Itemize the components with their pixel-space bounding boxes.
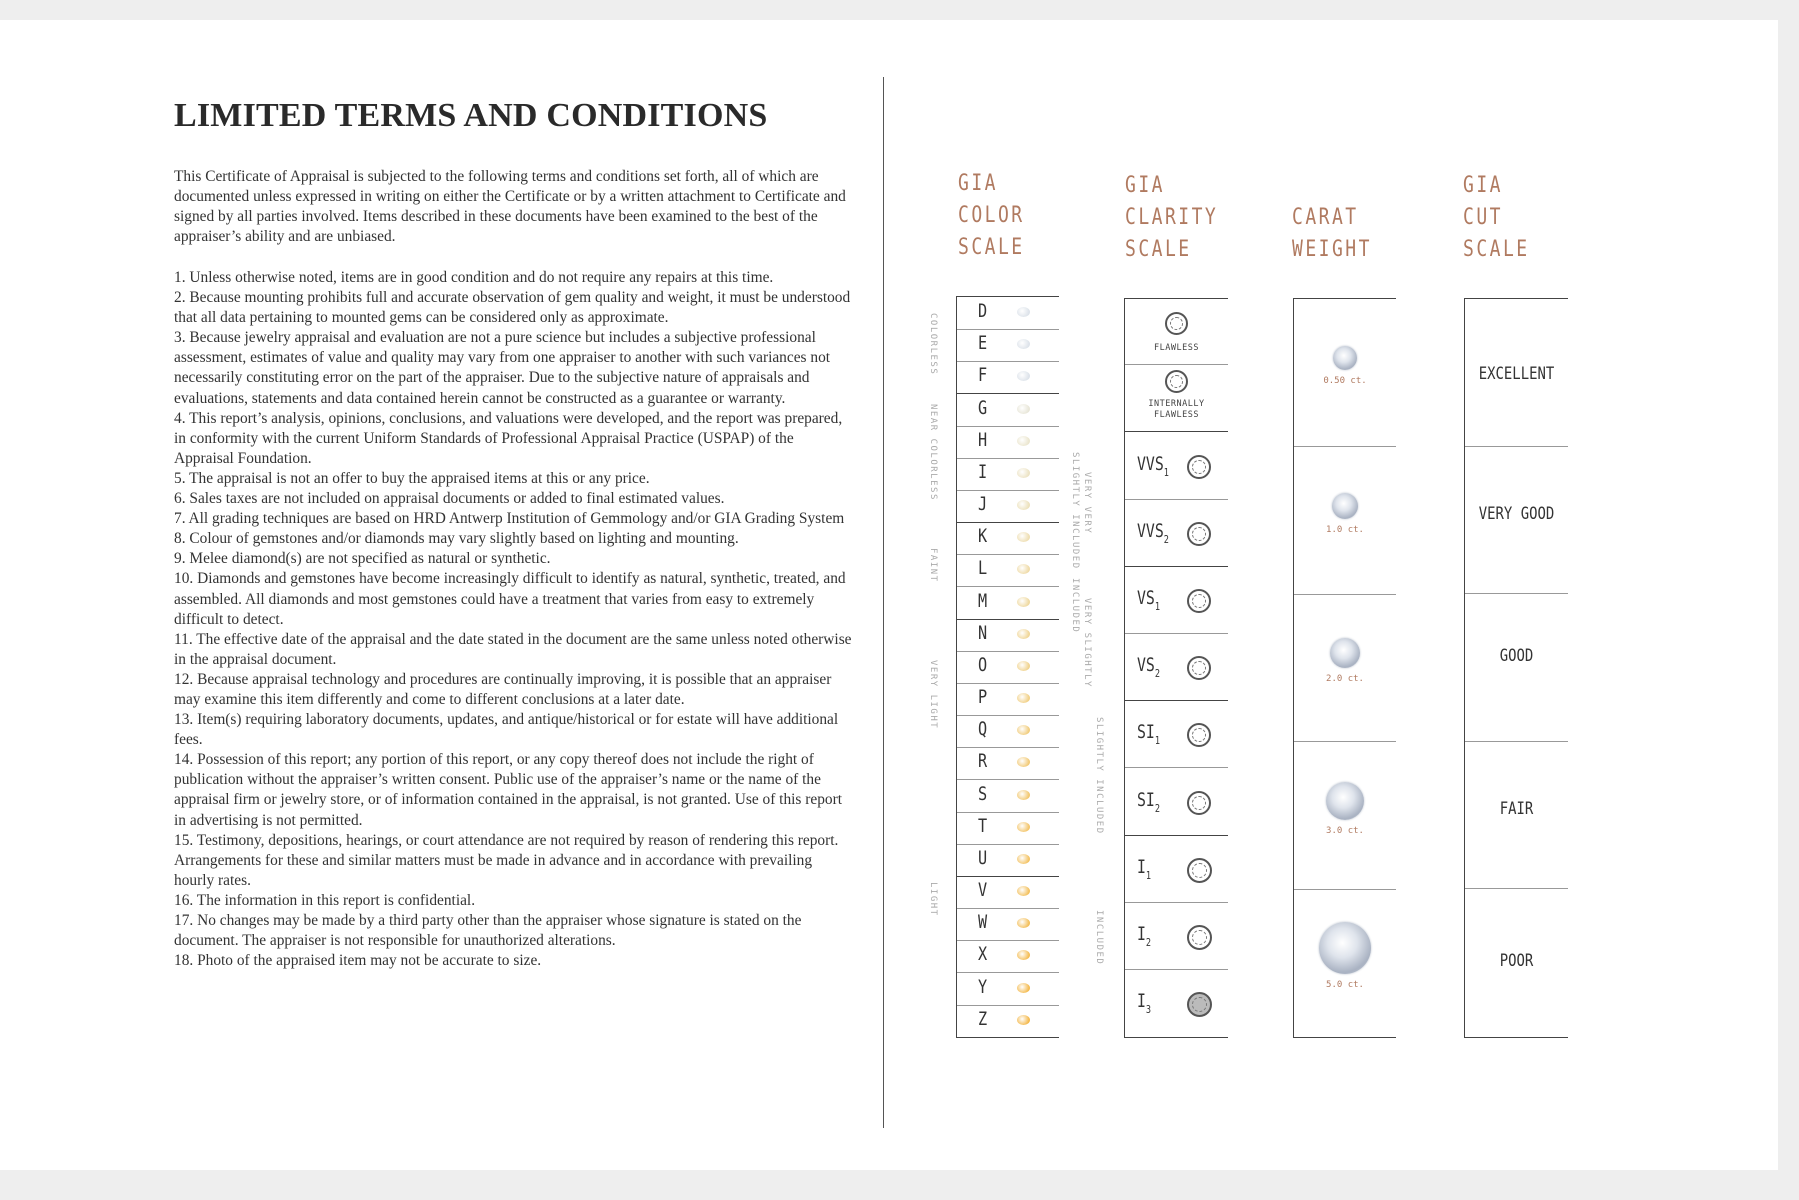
diamond-color-icon	[1017, 693, 1030, 703]
color-grade-letter: G	[978, 396, 988, 419]
carat-weight-row	[1294, 889, 1396, 1036]
carat-weight-label: 5.0 ct.	[1326, 980, 1364, 991]
cut-grade-row	[1465, 741, 1568, 889]
cut-scale-table	[1464, 298, 1568, 1038]
color-grade-letter: R	[978, 750, 988, 773]
cut-grade-row	[1465, 299, 1568, 447]
clarity-grade-row	[1125, 500, 1228, 567]
color-group-label: VERY LIGHT	[928, 660, 938, 730]
diamond-color-icon	[1017, 822, 1030, 832]
color-grade-row	[957, 587, 1059, 620]
diamond-clarity-icon	[1187, 791, 1211, 815]
document-title: LIMITED TERMS AND CONDITIONS	[174, 97, 768, 134]
diamond-icon	[1333, 346, 1357, 370]
cut-grade-row	[1465, 889, 1568, 1036]
clarity-grade-sub: 1	[1145, 868, 1152, 882]
term-item: 18. Photo of the appraised item may not be accurate to size.	[174, 952, 542, 970]
diamond-color-icon	[1017, 500, 1030, 510]
diamond-icon	[1319, 922, 1371, 974]
carat-weight-label: 0.50 ct.	[1323, 376, 1367, 386]
diamond-clarity-icon	[1187, 656, 1211, 680]
diamond-color-icon	[1017, 790, 1030, 800]
heading-line: GIA	[1125, 173, 1165, 198]
term-item: 16. The information in this report is confidential.	[174, 891, 476, 909]
clarity-scale-heading	[1125, 170, 1218, 266]
cut-grade-label: VERY GOOD	[1478, 504, 1555, 524]
term-item: 14. Possession of this report; any portion of this report, or any copy thereof does not include the right of publication without the appraiser’s written consent. Public use of the appraiser’s name or the name of the appraisal firm or jewelry store, or of information contained in the appraisal, is not granted. Use of this report in advertising is not permitted.	[174, 751, 843, 829]
carat-weight-row	[1294, 447, 1396, 595]
clarity-grade-label	[1137, 789, 1160, 815]
color-grade-row	[957, 297, 1059, 330]
color-group-label: FAINT	[928, 548, 938, 583]
clarity-grade-sub: 1	[1163, 466, 1169, 479]
diamond-color-icon	[1017, 854, 1030, 864]
clarity-grade-label	[1137, 990, 1151, 1016]
color-grade-letter: Q	[978, 718, 988, 741]
color-grade-letter: Y	[978, 975, 988, 998]
clarity-grade-main: SI	[1137, 721, 1155, 744]
diamond-clarity-icon	[1187, 522, 1211, 546]
clarity-grade-main: VS	[1137, 587, 1155, 610]
term-item: 7. All grading techniques are based on HRD Antwerp Institution of Gemmology and/or GIA Grading System	[174, 510, 845, 528]
cut-grade-row	[1465, 594, 1568, 742]
diamond-color-icon	[1017, 1015, 1030, 1025]
term-item: 11. The effective date of the appraisal and the date stated in the document are the same unless noted otherwise in the appraisal document.	[174, 630, 852, 668]
clarity-grade-main: I	[1137, 922, 1146, 945]
clarity-grade-row	[1125, 903, 1228, 970]
clarity-grade-label: INTERNALLY	[1148, 399, 1205, 409]
diamond-icon	[1326, 782, 1364, 820]
diamond-clarity-icon	[1187, 723, 1211, 747]
heading-line: CLARITY	[1125, 205, 1219, 230]
heading-line: SCALE	[1463, 237, 1530, 262]
clarity-grade-row	[1125, 701, 1228, 768]
column-divider	[883, 77, 884, 1128]
diamond-color-icon	[1017, 307, 1030, 317]
color-grade-row	[957, 747, 1059, 780]
diamond-clarity-icon	[1187, 925, 1212, 950]
clarity-grade-label	[1137, 721, 1160, 747]
color-group-label: LIGHT	[928, 882, 938, 917]
term-item: 12. Because appraisal technology and procedures are continually improving, it is possible that an appraiser may examine this item differently and come to different conclusions at a later date.	[174, 670, 832, 708]
clarity-group-label: SLIGHTLY INCLUDED	[1094, 717, 1104, 835]
term-item: 10. Diamonds and gemstones have become increasingly difficult to identify as natural, synthetic, treated, and assembled. All diamonds and most gemstones could have a treatment that varies from easy to extremely difficult to detect.	[174, 570, 846, 628]
color-grade-row	[957, 458, 1059, 491]
color-grade-letter: J	[978, 493, 988, 515]
term-item: 13. Item(s) requiring laboratory documents, updates, and antique/historical or for estate will have additional fees.	[174, 711, 839, 749]
color-grade-row	[957, 780, 1059, 813]
color-grade-row	[957, 940, 1059, 973]
diamond-clarity-icon	[1165, 370, 1188, 393]
cut-scale-heading	[1463, 170, 1530, 266]
cut-grade-label: EXCELLENT	[1478, 364, 1555, 384]
carat-weight-label: 3.0 ct.	[1326, 825, 1364, 836]
carat-weight-row	[1294, 742, 1396, 890]
clarity-grade-row	[1125, 365, 1228, 432]
heading-line: SCALE	[958, 235, 1025, 260]
diamond-color-icon	[1017, 339, 1030, 349]
clarity-scale-table	[1124, 298, 1228, 1038]
clarity-grade-label: FLAWLESS	[1154, 343, 1199, 353]
color-grade-letter: X	[978, 943, 988, 966]
term-item: 5. The appraisal is not an offer to buy the appraised items at this or any price.	[174, 469, 650, 487]
diamond-clarity-icon	[1187, 589, 1211, 613]
color-grade-letter: M	[978, 589, 988, 612]
heading-line: CARAT	[1292, 205, 1359, 230]
cut-grade-label: GOOD	[1499, 646, 1534, 666]
diamond-color-icon	[1017, 886, 1030, 896]
clarity-grade-main: SI	[1137, 788, 1155, 811]
color-grade-letter: E	[978, 332, 988, 355]
clarity-grade-sub: 1	[1154, 734, 1161, 748]
clarity-grade-main: I	[1137, 855, 1146, 878]
color-grade-letter: L	[978, 557, 988, 580]
intro-paragraph: This Certificate of Appraisal is subjected to the following terms and conditions set forth, all of which are documented unless expressed in writing on either the Certificate or by a written attachment to Certificate and signed by all parties involved. Items described in these documents have been examined to the best of the appraiser’s ability and are unbiased.	[174, 168, 846, 245]
heading-line: GIA	[958, 171, 998, 196]
diamond-clarity-icon	[1165, 312, 1188, 335]
color-grade-row	[957, 394, 1059, 427]
diamond-color-icon	[1017, 950, 1030, 960]
carat-weight-row	[1294, 299, 1396, 447]
clarity-group-label: SLIGHTLY INCLUDED	[1070, 452, 1080, 570]
carat-weight-table	[1293, 298, 1396, 1038]
clarity-grade-label	[1137, 856, 1151, 882]
heading-line: SCALE	[1125, 237, 1192, 262]
clarity-grade-main: I	[1137, 989, 1146, 1012]
heading-line: CUT	[1463, 205, 1503, 230]
clarity-grade-sub: 1	[1154, 600, 1161, 614]
color-grade-letter: K	[978, 525, 988, 548]
term-item: 15. Testimony, depositions, hearings, or court attendance are not required by reason of rendering this report. Arrangements for these and similar matters must be made in advance and in accordance with prevailing hourly rates.	[174, 831, 839, 889]
diamond-color-icon	[1017, 661, 1030, 671]
color-grade-letter: V	[978, 879, 988, 902]
term-item: 3. Because jewelry appraisal and evaluation are not a pure science but includes a subjective professional assessment, estimates of value and quality may vary from one appraiser to another with such variances not necessarily constituting error on the part of the appraiser. Due to the subjective nature of appraisals and evaluations, statements and data contained herein cannot be constructed as a guarantee or warranty.	[174, 329, 831, 407]
diamond-clarity-icon	[1187, 455, 1211, 479]
color-grade-row	[957, 426, 1059, 459]
clarity-grade-row	[1125, 769, 1228, 836]
color-grade-letter: I	[978, 460, 988, 483]
color-grade-row	[957, 619, 1059, 652]
color-grade-row	[957, 683, 1059, 716]
diamond-color-icon	[1017, 757, 1030, 767]
carat-weight-label: 2.0 ct.	[1326, 674, 1364, 685]
carat-weight-label: 1.0 ct.	[1326, 524, 1364, 535]
color-grade-row	[957, 554, 1059, 587]
color-grade-row	[957, 1005, 1059, 1037]
clarity-grade-sub: 2	[1163, 533, 1169, 547]
heading-line: WEIGHT	[1292, 237, 1372, 262]
clarity-grade-row	[1125, 299, 1228, 365]
color-group-label: NEAR COLORLESS	[928, 404, 938, 501]
term-item: 1. Unless otherwise noted, items are in good condition and do not require any repairs at this time.	[174, 269, 774, 286]
clarity-grade-label: FLAWLESS	[1154, 410, 1199, 420]
diamond-clarity-icon	[1187, 858, 1212, 883]
term-item: 9. Melee diamond(s) are not specified as natural or synthetic.	[174, 550, 551, 568]
color-scale-table	[956, 296, 1059, 1038]
color-grade-row	[957, 876, 1059, 909]
color-grade-row	[957, 812, 1059, 845]
term-item: 4. This report’s analysis, opinions, conclusions, and valuations were developed, and the report was prepared, in conformity with the current Uniform Standards of Professional Appraisal Practice (USPAP) of the Appraisal Foundation.	[174, 409, 843, 467]
color-group-label: COLORLESS	[928, 313, 938, 376]
appraisal-sheet	[0, 20, 1778, 1170]
color-grade-letter: S	[978, 782, 988, 805]
term-item: 2. Because mounting prohibits full and accurate observation of gem quality and weight, it must be understood that all data pertaining to mounted gems can be considered only as approximate.	[174, 289, 851, 327]
cut-grade-label: FAIR	[1499, 799, 1534, 819]
color-grade-row	[957, 329, 1059, 362]
diamond-color-icon	[1017, 468, 1030, 478]
diamond-color-icon	[1017, 532, 1030, 542]
diamond-color-icon	[1017, 725, 1030, 735]
cut-grade-label: POOR	[1499, 951, 1534, 971]
clarity-grade-label	[1137, 587, 1160, 613]
clarity-grade-row	[1125, 433, 1228, 500]
heading-line: COLOR	[958, 203, 1025, 228]
clarity-group-label: INCLUDED	[1070, 578, 1080, 634]
clarity-grade-label	[1137, 923, 1151, 949]
color-grade-letter: H	[978, 428, 988, 451]
color-grade-letter: U	[978, 846, 988, 869]
color-grade-letter: F	[978, 364, 988, 387]
clarity-group-label: VERY SLIGHTLY	[1082, 598, 1092, 688]
color-grade-row	[957, 651, 1059, 684]
clarity-grade-row	[1125, 634, 1228, 701]
clarity-group-label: INCLUDED	[1094, 910, 1104, 966]
clarity-group-label: VERY VERY	[1082, 472, 1092, 535]
term-item: 8. Colour of gemstones and/or diamonds may vary slightly based on lighting and mounting.	[174, 530, 739, 548]
diamond-color-icon	[1017, 918, 1030, 928]
clarity-grade-main: VVS	[1137, 520, 1164, 543]
color-grade-letter: T	[978, 814, 988, 837]
diamond-color-icon	[1017, 597, 1030, 607]
diamond-clarity-icon	[1187, 992, 1212, 1017]
diamond-color-icon	[1017, 564, 1030, 574]
cut-grade-row	[1465, 446, 1568, 594]
color-grade-letter: Z	[978, 1007, 988, 1030]
diamond-color-icon	[1017, 983, 1030, 993]
terms-list	[174, 268, 854, 971]
clarity-grade-sub: 2	[1145, 935, 1152, 949]
color-grade-letter: P	[978, 686, 988, 708]
clarity-grade-main: VVS	[1137, 453, 1164, 475]
heading-line: GIA	[1463, 173, 1503, 198]
color-scale-heading	[958, 168, 1025, 264]
clarity-grade-label	[1137, 453, 1169, 479]
clarity-grade-sub: 3	[1145, 1002, 1152, 1016]
clarity-grade-sub: 2	[1154, 667, 1161, 681]
color-grade-row	[957, 908, 1059, 941]
clarity-grade-row	[1125, 970, 1228, 1036]
term-item: 17. No changes may be made by a third party other than the appraiser whose signature is stated on the document. The appraiser is not responsible for unauthorized alterations.	[174, 912, 802, 950]
carat-weight-row	[1294, 594, 1396, 742]
clarity-grade-main: VS	[1137, 654, 1155, 677]
color-grade-row	[957, 490, 1059, 523]
term-item: 6. Sales taxes are not included on appraisal documents or added to final estimated values.	[174, 490, 725, 508]
color-grade-row	[957, 844, 1059, 877]
diamond-color-icon	[1017, 436, 1030, 446]
color-grade-letter: N	[978, 621, 988, 644]
diamond-color-icon	[1017, 404, 1030, 414]
diamond-icon	[1332, 493, 1358, 519]
color-grade-letter: W	[978, 911, 988, 934]
diamond-icon	[1330, 638, 1360, 668]
diamond-color-icon	[1017, 629, 1030, 639]
clarity-grade-sub: 2	[1154, 801, 1161, 815]
carat-weight-heading	[1292, 202, 1372, 266]
clarity-grade-label	[1137, 520, 1169, 546]
clarity-grade-row	[1125, 567, 1228, 634]
diamond-color-icon	[1017, 371, 1030, 381]
color-grade-row	[957, 715, 1059, 748]
color-grade-letter: O	[978, 653, 988, 676]
color-grade-row	[957, 522, 1059, 555]
color-grade-row	[957, 973, 1059, 1006]
color-grade-letter: D	[978, 300, 988, 322]
color-grade-row	[957, 361, 1059, 394]
clarity-grade-label	[1137, 654, 1160, 680]
clarity-grade-row	[1125, 836, 1228, 903]
